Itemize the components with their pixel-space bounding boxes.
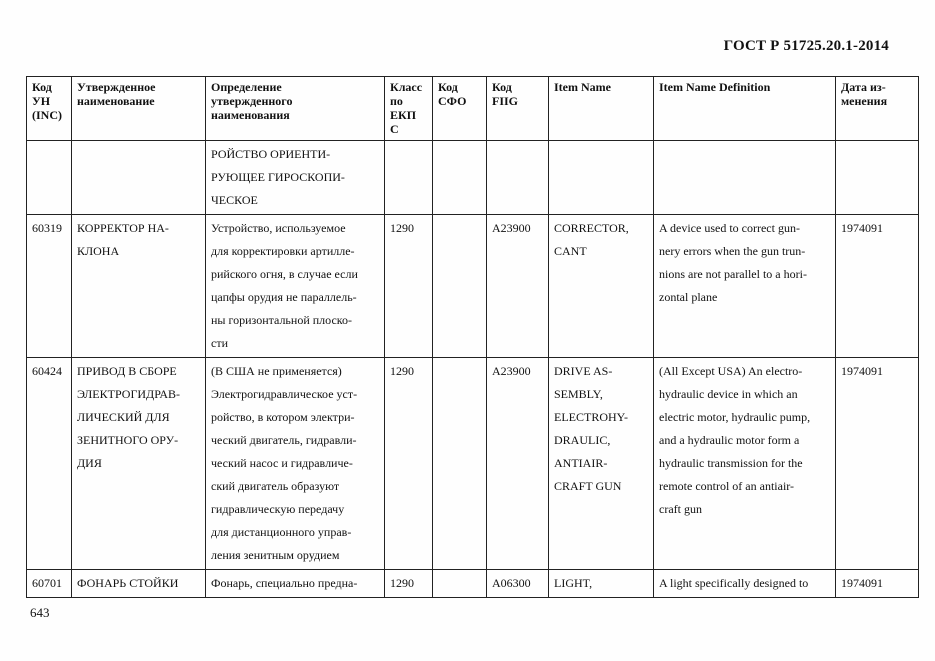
header-line: Дата из- [841,80,886,94]
fiig-code-cell [487,358,549,570]
header-col-inc [27,77,72,141]
approved-name-line: ПРИВОД В СБОРЕ [77,364,177,378]
class-code-cell [385,570,433,598]
class-code: 1290 [390,364,414,378]
change-date-cell [836,358,919,570]
item-name-cell [549,358,654,570]
fiig-code: A23900 [492,221,531,235]
definition-line: Фонарь, специально предна- [211,576,358,590]
header-line: Item Name Definition [659,80,771,94]
item-name-definition-line: A light specifically designed to [659,576,809,590]
header-line: наименование [77,94,155,108]
definition-line: для дистанционного управ- [211,525,352,539]
class-code: 1290 [390,221,414,235]
approved-name-cell [72,358,206,570]
item-name-definition-line: electric motor, hydraulic pump, [659,410,811,424]
item-name-line: SEMBLY, [554,387,603,401]
definition-line: рийского огня, в случае если [211,267,358,281]
change-date-cell [836,570,919,598]
fiig-code-cell [487,141,549,215]
sfo-code-cell [433,215,487,358]
header-line: Код [438,80,458,94]
inc-code: 60424 [32,364,62,378]
inc-code: 60319 [32,221,62,235]
item-name-cell [549,570,654,598]
item-name-definition-line: (All Except USA) An electro- [659,364,803,378]
table-body [27,141,919,598]
inc-code-cell [27,358,72,570]
sfo-code-cell [433,570,487,598]
header-col-class [385,77,433,141]
definition-line: ления зенитным орудием [211,548,340,562]
item-name-line: ELECTROHY- [554,410,628,424]
item-name-definition-cell [654,215,836,358]
header-line: Утвержденное [77,80,156,94]
header-col-date [836,77,919,141]
approved-name-line: ЛИЧЕСКИЙ ДЛЯ [77,410,170,424]
header-col-item-def [654,77,836,141]
header-col-sfo [433,77,487,141]
definition-line: РУЮЩЕЕ ГИРОСКОПИ- [211,170,345,184]
item-name-cell [549,215,654,358]
class-code-cell [385,141,433,215]
fiig-code-cell [487,215,549,358]
definition-line: для корректировки артилле- [211,244,355,258]
item-name-line: ANTIAIR- [554,456,608,470]
approved-name-line: ДИЯ [77,456,102,470]
definition-line: ский двигатель образуют [211,479,340,493]
item-name-definition-line: remote control of an antiair- [659,479,795,493]
approved-name-cell [72,141,206,215]
change-date-cell [836,215,919,358]
definition-cell [206,215,385,358]
definition-cell [206,358,385,570]
doc-code: ГОСТ Р 51725.20.1-2014 [723,38,889,54]
table-row [27,215,919,358]
table-row [27,570,919,598]
item-name-definition-cell [654,358,836,570]
inc-code: 60701 [32,576,62,590]
item-name-cell [549,141,654,215]
change-date: 1974091 [841,221,883,235]
header-line: Определение [211,80,282,94]
item-name-line: DRAULIC, [554,433,611,447]
fiig-code: A23900 [492,364,531,378]
definition-line: ческий насос и гидравличе- [211,456,353,470]
definition-line: сти [211,336,228,350]
item-name-definition-cell [654,570,836,598]
table-row [27,358,919,570]
fiig-code-cell [487,570,549,598]
spec-table [26,76,919,598]
item-name-definition-line: and a hydraulic motor form a [659,433,800,447]
item-name-definition-line: nions are not parallel to a hori- [659,267,807,281]
header-line: Класс [390,80,423,94]
item-name-definition-line: hydraulic device in which an [659,387,798,401]
definition-line: ройство, в котором электри- [211,410,355,424]
table-row [27,141,919,215]
header-line: Item Name [554,80,611,94]
approved-name-line: ФОНАРЬ СТОЙКИ [77,576,179,590]
definition-line: гидравлическую передачу [211,502,345,516]
header-line: Код [492,80,512,94]
header-line: по [390,94,403,108]
item-name-definition-line: craft gun [659,502,702,516]
item-name-line: LIGHT, [554,576,593,590]
approved-name-cell [72,570,206,598]
item-name-line: CORRECTOR, [554,221,629,235]
approved-name-line: ЗЕНИТНОГО ОРУ- [77,433,179,447]
item-name-line: DRIVE AS- [554,364,613,378]
definition-line: ЧЕСКОЕ [211,193,258,207]
fiig-code: A06300 [492,576,531,590]
approved-name-line: КОРРЕКТОР НА- [77,221,169,235]
header-line: (INC) [32,108,62,122]
definition-line: ны горизонтальной плоско- [211,313,352,327]
item-name-definition-cell [654,141,836,215]
definition-line: Устройство, используемое [211,221,346,235]
definition-line: Электрогидравлическое уст- [211,387,358,401]
definition-cell [206,570,385,598]
item-name-definition-line: nery errors when the gun trun- [659,244,806,258]
definition-cell [206,141,385,215]
header-col-approved-name [72,77,206,141]
inc-code-cell [27,215,72,358]
approved-name-line: ЭЛЕКТРОГИДРАВ- [77,387,181,401]
header-col-definition [206,77,385,141]
item-name-definition-line: hydraulic transmission for the [659,456,803,470]
change-date: 1974091 [841,364,883,378]
approved-name-line: КЛОНА [77,244,120,258]
item-name-line: CRAFT GUN [554,479,622,493]
definition-line: РОЙСТВО ОРИЕНТИ- [211,147,331,161]
header-line: Код [32,80,52,94]
header-line: УН [32,94,51,108]
header-line: утвержденного [211,94,293,108]
header-line: менения [841,94,888,108]
inc-code-cell [27,570,72,598]
page-number: 643 [30,605,50,620]
definition-line: цапфы орудия не параллель- [211,290,357,304]
header-line: СФО [438,94,467,108]
header-line: ЕКП [390,108,417,122]
item-name-definition-line: zontal plane [659,290,718,304]
approved-name-cell [72,215,206,358]
header-line: наименования [211,108,290,122]
inc-code-cell [27,141,72,215]
header-line: FIIG [492,94,519,108]
header-col-item-name [549,77,654,141]
class-code: 1290 [390,576,414,590]
header-row [27,77,919,141]
change-date-cell [836,141,919,215]
header-col-fiig [487,77,549,141]
item-name-line: CANT [554,244,587,258]
class-code-cell [385,358,433,570]
header-line: С [390,122,399,136]
definition-line: (В США не применяется) [211,364,342,378]
item-name-definition-line: A device used to correct gun- [659,221,800,235]
sfo-code-cell [433,358,487,570]
sfo-code-cell [433,141,487,215]
class-code-cell [385,215,433,358]
change-date: 1974091 [841,576,883,590]
definition-line: ческий двигатель, гидравли- [211,433,357,447]
